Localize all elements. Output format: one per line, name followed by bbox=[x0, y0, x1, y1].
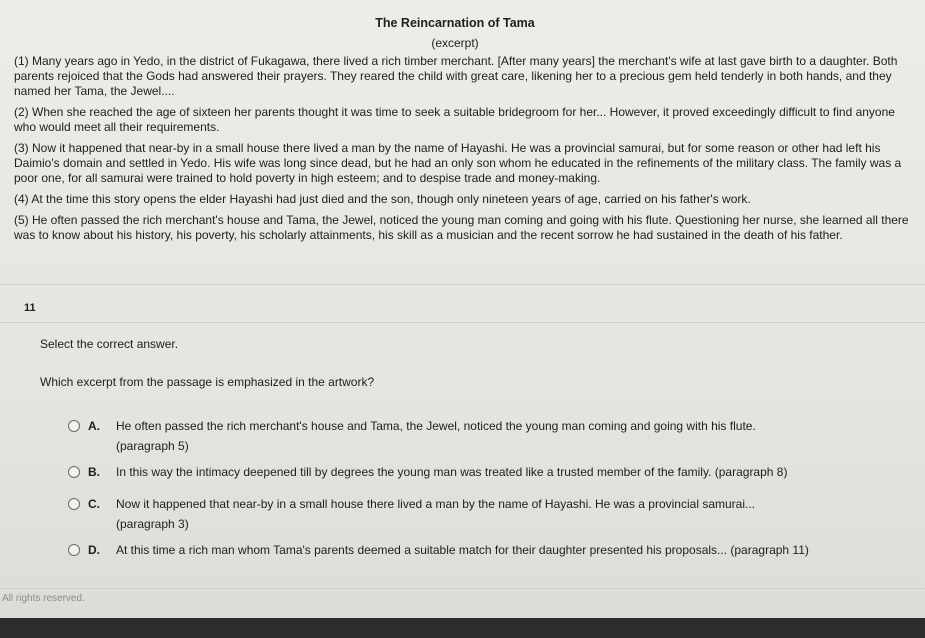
passage-title: The Reincarnation of Tama bbox=[375, 16, 535, 30]
paragraph-3: (3) Now it happened that near-by in a small house there lived a man by the name of Hayashi. He was a provincial samurai, but for some reason or other had left his Daimio's domain and settled in Yedo. His wife was long since dead, but he had an only son whom he educated in the refinements of the military class. The family was a poor one, for all samurai were trained to hold poverty in high esteem; and to despise trade and money-making. bbox=[14, 141, 902, 185]
choice-letter-b: B. bbox=[88, 465, 100, 479]
paragraph-2: (2) When she reached the age of sixteen her parents thought it was time to seek a suitable bridegroom for her... However, it proved exceedingly difficult to find anyone who would meet all their requirements. bbox=[14, 105, 895, 134]
question-instruction: Select the correct answer. bbox=[40, 337, 179, 351]
passage-body bbox=[14, 54, 910, 249]
radio-button-a[interactable] bbox=[68, 420, 80, 432]
radio-button-c[interactable] bbox=[68, 498, 80, 510]
choice-text-b: In this way the intimacy deepened till by degrees the young man was treated like a trusted member of the family. (paragraph 8) bbox=[116, 465, 788, 479]
radio-button-b[interactable] bbox=[68, 466, 80, 478]
choice-letter-c: C. bbox=[88, 497, 100, 511]
choice-ref-c: (paragraph 3) bbox=[116, 517, 189, 531]
paragraph-1: (1) Many years ago in Yedo, in the district of Fukagawa, there lived a rich timber merchant. [After many years] the merchant's wife at last gave birth to a daughter. Both parents rejoiced that the Gods had answered their prayers. They reared the child with great care, likening her to a precious gem held tenderly in both hands, and they named her Tama, the Jewel.... bbox=[14, 54, 898, 98]
choice-ref-a: (paragraph 5) bbox=[116, 439, 189, 453]
passage-subtitle: (excerpt) bbox=[431, 36, 479, 50]
paragraph-4: (4) At the time this story opens the elder Hayashi had just died and the son, though only nineteen years of age, carried on his father's work. bbox=[14, 192, 751, 206]
copyright-footer: All rights reserved. bbox=[2, 593, 85, 604]
radio-button-d[interactable] bbox=[68, 544, 80, 556]
choice-letter-a: A. bbox=[88, 419, 100, 433]
bottom-bar bbox=[0, 618, 925, 638]
choice-letter-d: D. bbox=[88, 543, 100, 557]
footer-divider bbox=[0, 588, 925, 589]
question-divider bbox=[0, 322, 925, 323]
paragraph-5: (5) He often passed the rich merchant's house and Tama, the Jewel, noticed the young man coming and going with his flute. Questioning her nurse, she learned all there was to know about his history, his poverty, his scholarly attainments, his skill as a musician and the recent sorrow he had sustained in the death of his father. bbox=[14, 213, 909, 242]
choice-text-c: Now it happened that near-by in a small house there lived a man by the name of Hayashi. He was a provincial samurai... bbox=[116, 497, 755, 511]
passage-divider bbox=[0, 284, 925, 285]
choice-text-a: He often passed the rich merchant's house and Tama, the Jewel, noticed the young man coming and going with his flute. bbox=[116, 419, 756, 433]
question-prompt: Which excerpt from the passage is emphasized in the artwork? bbox=[40, 375, 375, 389]
choice-text-d: At this time a rich man whom Tama's parents deemed a suitable match for their daughter presented his proposals... (paragraph 11) bbox=[116, 543, 809, 557]
question-number: 11 bbox=[24, 302, 36, 314]
